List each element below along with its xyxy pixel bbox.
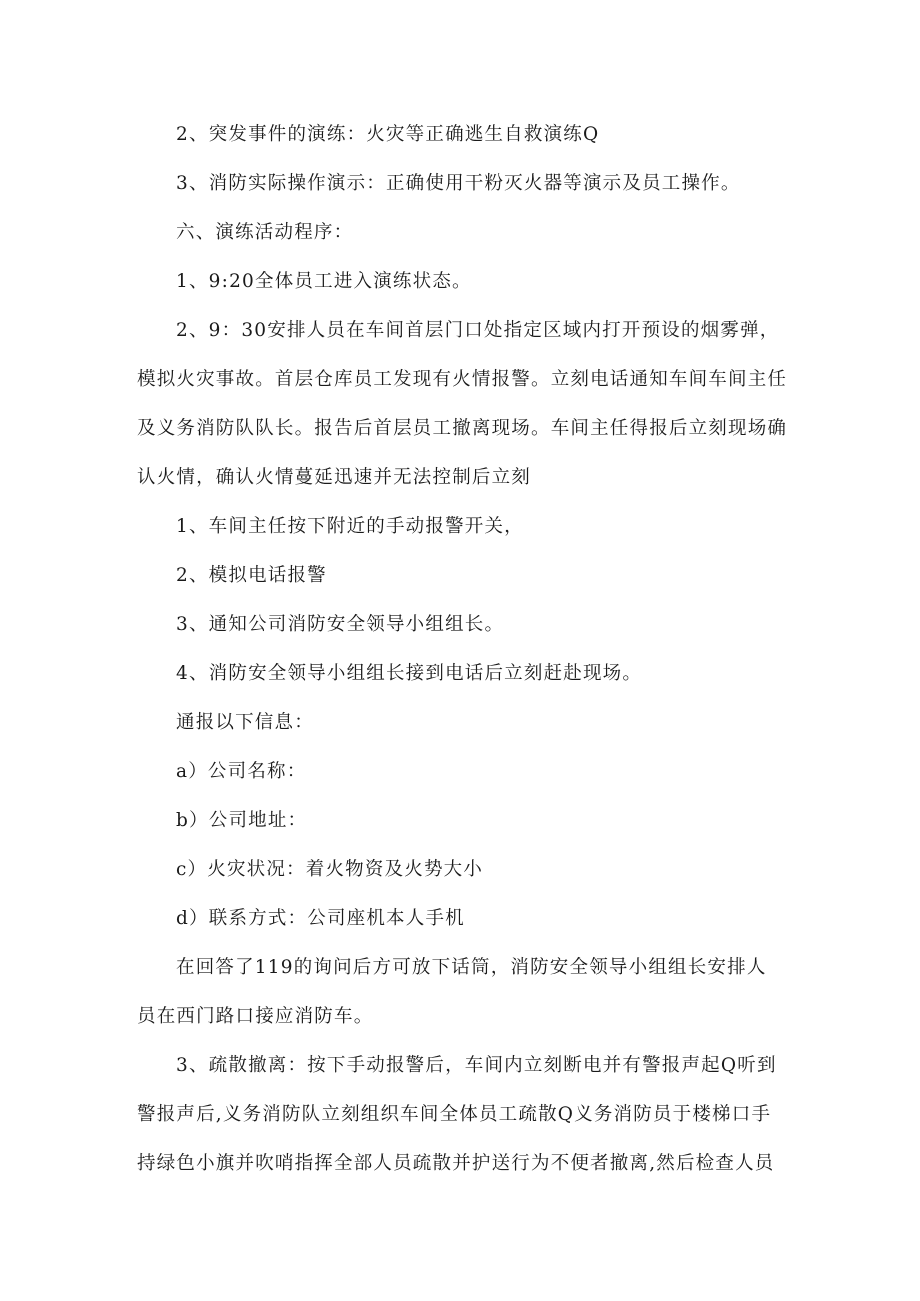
paragraph-line: 通报以下信息： (176, 712, 314, 733)
paragraph-line: 3、消防实际操作演示：正确使用干粉灭火器等演示及员工操作。 (176, 173, 741, 194)
paragraph-line: 在回答了119的询问后方可放下话筒，消防安全领导小组组长安排人 (176, 957, 767, 978)
list-item: d）联系方式：公司座机本人手机 (176, 908, 465, 929)
paragraph-line: 4、消防安全领导小组组长接到电话后立刻赶赴现场。 (176, 663, 643, 684)
list-item: a）公司名称： (176, 761, 307, 782)
paragraph-line: 1、车间主任按下附近的手动报警开关， (176, 516, 524, 537)
paragraph-line: 警报声后,义务消防队立刻组织车间全体员工疏散Q义务消防员于楼梯口手 (137, 1104, 772, 1125)
paragraph-line: 2、9：30安排人员在车间首层门口处指定区域内打开预设的烟雾弹， (176, 320, 780, 341)
section-heading: 六、演练活动程序： (176, 222, 354, 243)
paragraph-line: 2、模拟电话报警 (176, 565, 327, 586)
paragraph-line: 员在西门路口接应消防车。 (137, 1006, 374, 1027)
paragraph-line: 持绿色小旗并吹哨指挥全部人员疏散并护送行为不便者撤离,然后检查人员 (137, 1153, 775, 1174)
paragraph-line: 认火情，确认火情蔓延迅速并无法控制后立刻 (137, 467, 532, 488)
list-item: c）火灾状况：着火物资及火势大小 (176, 859, 484, 880)
paragraph-line: 模拟火灾事故。首层仓库员工发现有火情报警。立刻电话通知车间车间主任 (137, 369, 788, 390)
paragraph-line: 及义务消防队队长。报告后首层员工撤离现场。车间主任得报后立刻现场确 (137, 418, 788, 439)
paragraph-line: 2、突发事件的演练：火灾等正确逃生自救演练Q (176, 124, 600, 145)
list-item: b）公司地址： (176, 810, 308, 831)
paragraph-line: 3、疏散撤离：按下手动报警后，车间内立刻断电并有警报声起Q听到 (176, 1055, 777, 1076)
paragraph-line: 3、通知公司消防安全领导小组组长。 (176, 614, 505, 635)
paragraph-line: 1、9:20全体员工进入演练状态。 (176, 271, 472, 292)
